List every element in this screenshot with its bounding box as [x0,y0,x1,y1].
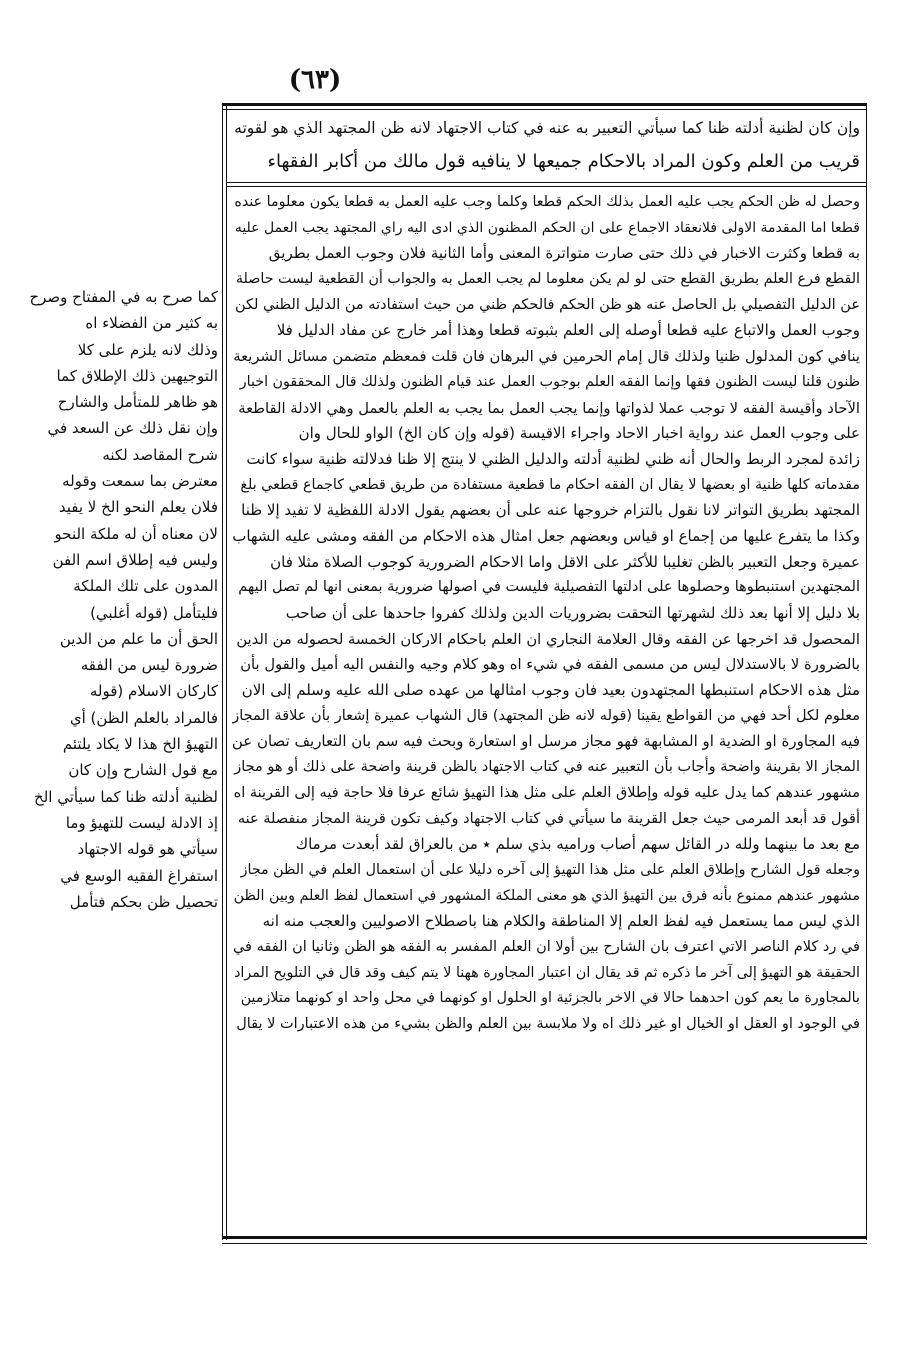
margin-note-line: وذلك لانه يلزم على كلا [77,340,218,359]
commentary-line: مع بعد ما بينهما ولله در القائل سهم أصاب وراميه بذي سلم ٭ من بالعراق لقد أبعدت مرماك [295,835,860,854]
margin-note-line: إذ الادلة ليست للتهيؤ وما [65,813,218,832]
margin-note-line: هو ظاهر للمتأمل والشارح [57,393,218,412]
margin-note-line: مع قول الشارح وإن كان [68,761,218,780]
margin-note-line: فليتأمل (قوله أغلبي) [90,603,218,622]
frame-bottom-rule [222,1236,867,1239]
frame-right-rule [866,106,867,1240]
frame-top-rule-inner [222,109,867,110]
commentary-line: بلا دليل إلا أنها بعد ذلك لشهرتها التحقت بضروريات الدين ولذلك كفروا جاحدها على أن صاحب [285,604,860,622]
margin-note-line: معترض بما سمعت وقوله [62,472,218,491]
commentary-line: في رد كلام الناصر الاتي اعترف بان الشارح بين أولا ان العلم المفسر به الفقه هو الظن وثانيا ان الفقه في [232,938,860,955]
commentary-line: على وجوب العمل عند رواية اخبار الاحاد واجراء الاقيسة (قوله وإن كان الخ) الواو للحال وان [298,424,860,443]
commentary-line: عميرة وجعل التعبير بالظن تغليبا للأكثر على الاقل واما الاحكام الضرورية كوجوب الصلاة مثلا فان [270,552,860,571]
frame-bottom-rule-inner [222,1243,867,1244]
commentary-line: وجوب العمل والاتباع عليه قطعا أوصله إلى العلم بثبوته قطعا وهذا أمر خارج عن مفاد الدليل فلا [276,321,860,340]
margin-note-line: فلان يعلم النحو الخ لا يفيد [58,498,218,517]
margin-note-line: لان معناه أن له ملكة النحو [54,524,218,543]
commentary-line: وكذا ما يتفرع عليها من إجماع او قياس وبعضهم جعل امثال هذه الاحكام من الفقه ومشى عليه الشهاب [232,526,860,545]
margin-note-line: التوجيهين ذلك الإطلاق كما [56,366,218,385]
commentary-line: ينافي كون المدلول ظنيا ولذلك قال إمام الحرمين في البرهان فان قلت فمعظم متضمن مسائل الشريعة [233,348,860,366]
commentary-line: بالمجاورة ما يعم كون احدهما حالا في الاخر بالجزئية او الحلول او كونهما في محل واحد او كونهما متلازمين [240,990,860,1007]
commentary-line: مقدماته كلها ظنية او بعضها لا يقال ان الفقه احكام ما قطعية مستفادة من طريق قطعي كاجماع قطعي بلغ [240,476,860,493]
page-number: (٦٣) [288,65,342,95]
margin-note-line: به كثير من الفضلاء اه [85,314,218,333]
commentary-line: قطعا اما المقدمة الاولى فلانعقاد الاجماع على ان الحكم المظنون الذي ادى اليه راي المجتهد يجب العمل عليه [234,219,860,236]
commentary-line: وحصل له ظن الحكم يجب عليه العمل بذلك الحكم قطعا وكلما وجب عليه العمل به قطعا يكون معلوما عنده [234,194,860,210]
margin-note-line: تحصيل ظن بحكم فتأمل [69,892,218,911]
commentary-line: ظنون قلنا ليست الظنون فقها وإنما الفقه العلم بوجوب العمل عند قيام الظنون ولذلك قال المحققون اخبار [239,373,860,390]
commentary-line: المجاز الا بقرينة واضحة وأجاب بأن التعبير عنه في كتاب الاجتهاد بالظن قرينة واضحة على ذلك أو هو مجاز [234,759,860,776]
margin-note-line: كاركان الاسلام (قوله [89,682,218,701]
frame-left-rule-inner [226,106,227,1240]
commentary-line: فيه المجاورة او الضدية او المشابهة فهو مجاز مرسل او استعارة وبحث فيه سم بان التعاريف تصان عن [232,732,860,751]
margin-note-line: المدون على تلك الملكة [73,577,218,596]
margin-note-line: وليس فيه إطلاق اسم الفن [52,550,218,569]
frame-left-rule [222,106,223,1240]
frame-top-rule [222,103,867,106]
header-line: قريب من العلم وكون المراد بالاحكام جميعها لا ينافيه قول مالك من أكابر الفقهاء [267,151,860,172]
commentary-line: مشهور عندهم ممنوع بأنه فرق بين التهيؤ الذي هو معنى الملكة المشهور في استعمال لفظ العلم وبين الظن [233,887,860,904]
section-divider [226,182,866,183]
margin-note-line: فالمراد بالعلم الظن) أي [69,708,218,727]
commentary-line: المجتهدين استنبطوها وحصلوها على ادلتها التفصيلية فليست في اصولها ضرورية بمعنى انها لم تصل اليهم [238,579,860,596]
commentary-line: مثل هذه الاحكام استنبطها المجتهدون بعيد فان وجوب امثالها من عهده صلى الله عليه وسلم إلى الان [241,681,860,700]
section-divider-inner [226,186,866,187]
margin-note-line: استفراغ الفقيه الوسع في [60,866,218,885]
header-line: وإن كان لظنية أدلته ظنا كما سيأتي التعبير به عنه في كتاب الاجتهاد لانه ظن المجتهد الذي هو لقوته [234,119,860,137]
commentary-line: بالضرورة لا بالاستدلال ليس من مسمى الفقه في شيء اه وهو كلام وجيه والنفس اليه أميل والقول بأن [240,656,860,674]
margin-note-line: شرح المقاصد لكنه [102,445,218,464]
commentary-line: الحقيقة هو التهيؤ إلى آخر ما ذكره ثم قد يقال ان اعتبار المجاورة ههنا لا يتم كيف وقد قال في التلويح المراد [234,964,860,981]
commentary-line: الآحاد وأقيسة الفقه لا توجب عملا لذواتها وإنما يجب العمل بما يجب به العلم بالعمل وهي الادلة القاطعة [238,399,860,417]
header-text-block [232,112,860,178]
margin-note-line: ضرورة ليس من الفقه [80,656,218,675]
commentary-line: به قطعا وكثرت الاخبار في ذلك حتى صارت متواترة المعنى وأما الثانية فلان وجوب العمل بطريق [268,244,860,263]
commentary-line: المجتهد بطريق التواتر لانا نقول بالتزام خروجها عنه على أن بعضهم يقول الادلة اللفظية لا تفيد إلا ظنا [241,501,860,520]
commentary-line: الذي ليس مما يستعمل فيه لفظ العلم إلا المناطقة والكلام هنا باصطلاح الاصوليين والعجب منه انه [262,912,860,931]
margin-note-line: كما صرح به في المفتاح وصرح [29,288,218,306]
commentary-line: أقول قد أبعد المرمى حيث جعل القرينة ما سيأتي في كتاب الاجتهاد وكيف تكون قرينة المجاز منفصلة عنه [237,810,860,827]
margin-note-line: وإن نقل ذلك عن السعد في [47,419,218,438]
commentary-line: القطع فرع العلم بطريق القطع حتى لو لم يكن معلوما لم يجب العمل به والجواب أن القطعية ليست حاصلة [235,271,860,288]
commentary-line: المحصول قد اخرجها عن الفقه وقال العلامة النجاري ان العلم باحكام الاركان الخمسة لحصوله من الدين [236,630,860,648]
margin-note-line: الحق أن ما علم من الدين [59,629,218,648]
commentary-line: عن الدليل التفصيلي بل الحاصل عنه هو ظن الحكم فالحكم ظني من حيث استفادته من الدليل الظني لكن [234,296,860,313]
commentary-line: في الوجود او العقل او الخيال او غير ذلك اه ولا ملابسة بين العلم والظن بشيء من هذه الاعتبارات لا يقال [236,1016,860,1032]
margin-note-line: لظنية أدلته ظنا كما سيأتي الخ [34,787,218,806]
commentary-line: معلوم لكل أحد فهي من القواطع يقينا (قوله لانه ظن المجتهد) قال الشهاب عميرة إشعار بأن علاقة المجاز [232,707,860,724]
margin-note-line: سيأتي هو قوله الاجتهاد [77,840,218,859]
margin-note-line: التهيؤ الخ هذا لا يكاد يلتئم [62,735,218,754]
commentary-text-block [232,190,860,1038]
margin-note-block [8,284,218,915]
commentary-line: مشهور عندهم كما يدل عليه قوله وإطلاق العلم على مثل هذا التهيؤ شائع عرفا فلا حاجة فيه إلى القرينة اه [233,784,860,801]
commentary-line: زائدة لمجرد الربط والحال أنه ظني لظنية أدلته والدليل الظني لا ينتج إلا ظنا فدلالته ظنية سواء كانت [246,449,860,468]
commentary-line: وجعله قول الشارح وإطلاق العلم على مثل هذا التهيؤ إلى آخره دليلا على أن استعمال العلم في الظن مجاز [240,861,860,878]
